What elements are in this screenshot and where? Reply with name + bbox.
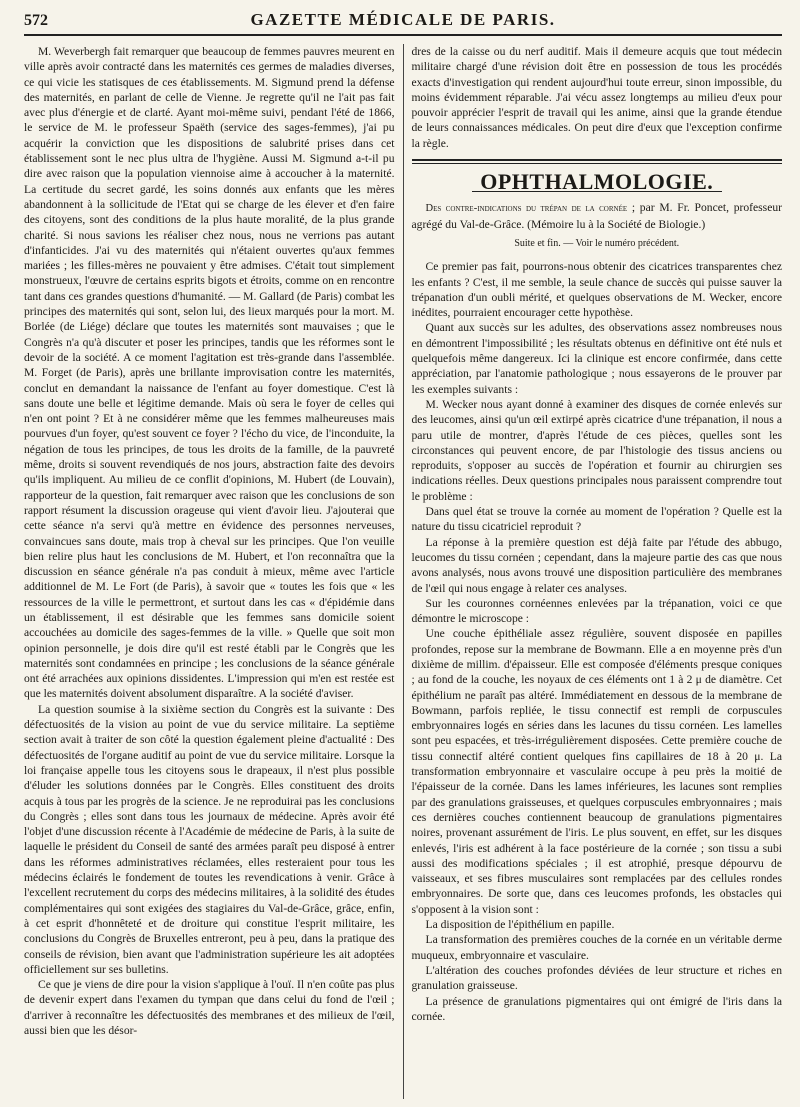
right-paragraph-3: M. Wecker nous ayant donné à examiner des disques de cornée enlevés sur des leucomes, ainsi qu'un œil extirpé après cicatrice d'une trépanation, il nous a paru utile de montrer, d'après l'étude de ces pièces, quelles sont les circonstances qui peuvent encore, de par l'histologie des tissus anciens ou reproduits, s'opposer au succès de l'opération et fournir au chirurgien ses indications réelles. Deux questions principales nous paraissent comprendre tout le problème : xyxy=(411,397,782,503)
page-number: 572 xyxy=(24,12,48,29)
article-title-main: Des contre-indications du trépan de la cornée xyxy=(425,203,628,215)
section-title: OPHTHALMOLOGIE. xyxy=(472,174,723,192)
left-paragraph-1: M. Weverbergh fait remarquer que beaucoup de femmes pauvres meurent en ville après avoir contracté dans les maternités ces germes de maladies diverses, ce qui vicie les statisques de ces établissements. M. Sigmund prend la défense des maternités, en parlant de celle de Vienne. Je regrette qu'il ne l'ait pas fait avec plus d'énergie et de clarté. Ayant moi-même suivi, pendant l'été de 1866, le service de M. le professeur Spaëth (service des sages-femmes), j'ai pu acquérir la conviction que les dispositions de salubrité prises dans cet établissement sont le nec plus ultra de l'hygiène. Aussi M. Sigmund a-t-il pu dire avec raison que la population viennoise aime à accoucher à la maternité. La certitude du secret gardé, les soins donnés aux enfants que les mères abandonnent à la sollicitude de l'Etat qui se charge de les élever et d'en faire des citoyens, sont des conditions de la plus haute moralité, de la plus grande charité. Si nous savions les réaliser chez nous, nous ne verrions pas autant d'infanticides. J'ai vu des maternités qui n'étaient ouvertes qu'aux femmes mariées ; les filles-mères ne pouvaient y être admises. C'était tout simplement monstrueux, l'œuvre de certains esprits bigots et étroits, comme on en rencontre tant dans ces grandes questions d'humanité. — M. Gallard (de Paris) combat les principes des maternités qui sont, selon lui, des lieux marqués pour la mort. M. Borlée (de Liége) déclare que toutes les maternités sont mauvaises ; que le Congrès n'a qu'à discuter et poser les principes, tandis que les réformes sont le devoir de la société. A ce moment l'agitation est très-grande dans l'assemblée. M. Forget (de Paris), après une brillante improvisation contre les maternités, conclut en demandant la naissance de l'enfant au foyer domestique. C'est là sans doute une belle et légitime demande. Mais où sera le foyer de celles qui n'en ont point ? Et à ne considérer même que les femmes malheureuses mais pourvues d'un foyer, qu'est souvent ce foyer ? l'écho du vice, de l'inconduite, la négation de tous les principes, de tous les droits de la famille, de la pauvreté même, droits si souvent revendiqués de nos jours, abstraction faite des devoirs qu'ils impliquent. Au milieu de ce conflit d'opinions, M. Hubert (de Louvain), rapporteur de la question, fait remarquer avec raison que les conclusions de son rapport résument la discussion orageuse qui vient d'avoir lieu. J'ajouterai que cette séance n'a servi qu'à mettre en évidence des personnes nerveuses, convaincues sans doute, mais trop à cheval sur les principes. Que l'on veuille bien relire plus haut les conclusions de M. Hubert, et l'on reconnaîtra que la discussion en séance générale n'a pas conduit à mieux, même avec l'article additionnel de M. Le Fort (de Paris), à savoir que « toutes les fois que « les ressources de la ville le permettront, et surtout dans les cas « d'épidémie dans un établissement, il est désirable que les femmes sans domicile soient accouchées au domicile des sages-femmes de la ville. » Quelle que soit mon opinion personnelle, je dois dire qu'il est resté établi par le Congrès que les maternités sont condamnées en principe ; les conclusions de la séance générale ont été arrachées aux opinions dissidentes. L'impression qui m'en est restée est que les maternités doivent absolument disparaître. A la société d'aviser. xyxy=(24,45,395,701)
right-paragraph-2: Quant aux succès sur les adultes, des observations assez nombreuses nous en démontrent l'impossibilité ; les résultats obtenus en définitive ont été nuls et quelquefois même dangereux. Ici la clinique est encore confirmée, dans cette appréciation, par l'anatomie pathologique ; nous essayerons de le prouver par les exemples suivants : xyxy=(411,321,782,396)
left-paragraph-3: Ce que je viens de dire pour la vision s'applique à l'ouï. Il n'en coûte pas plus de devenir expert dans l'examen du tympan que dans celui du fond de l'œil ; d'arriver à reconnaître les défectuosités des membranes et des milieux de l'œil, aussi bien que les désor- xyxy=(24,978,395,1037)
right-paragraph-5: La réponse à la première question est déjà faite par l'étude des abbugo, leucomes du tissu cornéen ; cependant, dans la majeure partie des cas que nous avons analysés, nous avons trouvé une disposition particulière des membranes de l'œil qui nous engage à relater ces analyses. xyxy=(411,535,782,595)
left-column xyxy=(24,44,403,1099)
continued-note: Suite et fin. — Voir le numéro précédent. xyxy=(514,237,680,249)
article-title xyxy=(412,200,783,232)
right-paragraph-1: Ce premier pas fait, pourrons-nous obtenir des cicatrices transparentes chez les enfants ? C'est, il me semble, la seule chance de succès qui puisse sauver la trépanation d'un oubli mérité, et quelques observations de M. Wecker, encore inédites, pourraient encourager cette hypothèse. xyxy=(411,260,782,320)
right-paragraph-7: Une couche épithéliale assez régulière, souvent disposée en papilles profondes, repose sur la membrane de Bowmann. Elle a en moyenne près d'un dixième de millim. d'épaisseur. Elle est composée d'éléments presque coniques ; au fond de la couche, les noyaux de ces éléments ont 1 à 2 μ de diamètre. Cet épithélium ne paraît pas altéré. Immédiatement en dessous de la membrane de Bowmann, parfois repliée, le tissu connectif est rempli de corpuscules embryonnaires logés en séries dans les lacunes du tissu cornéen. Les lamelles sont peu espacées, et très-irrégulièrement disposées. Cette première couche de tissu connectif altéré contient quelques fins capillaires de 18 à 20 μ. La transformation embryonnaire et vasculaire occupe à peu près la moitié de l'épaisseur de la cornée. Dans les lames inférieures, les lacunes sont remplies par des granulations graisseuses, et quelques corpuscules embryonnaires ; mais ces dernières couches contiennent beaucoup de granulations pigmentaires noires, provenant assurément de l'iris. Le plus souvent, en effet, sur les disques enlevés, l'iris est adhérent à la face postérieure de la cornée ; son tissu a subi aussi des modifications spéciales ; il est atrophié, presque dépourvu de vaisseaux, et ses fibres musculaires sont remplacées par des cellules rondes embryonnaires. De sorte que, dans ces leucomes profonds, les obstacles qui s'opposent à la vision sont : xyxy=(411,627,782,916)
right-paragraph-11: La présence de granulations pigmentaires qui ont émigré de l'iris dans la cornée. xyxy=(411,994,782,1023)
journal-title: GAZETTE MÉDICALE DE PARIS. xyxy=(250,10,556,29)
left-paragraph-2: La question soumise à la sixième section du Congrès est la suivante : Des défectuosités de la vision au point de vue du service militaire. La septième section avait à traiter de son côté la question également pleine d'actualité : Des défectuosités de l'organe auditif au point de vue du service militaire. Lorsque la loi française appelle tous les citoyens sous le drapeaux, il n'est plus possible d'éluder les solutions données par le Congrès. Elles constituent des droits acquis à tous par les progrès de la science. Je ne reproduirai pas les conclusions du Congrès ; elles sont dans tous les journaux de médecine. Après avoir été l'objet d'une discussion récente à l'Académie de médecine de Paris, à la suite de laquelle le président du Conseil de santé des armées paraît peu disposé à entrer dans les réformes administratives réclamées, elles resteraient pour tous les médecins éclairés le fondement de toutes les revendications à venir. Grâce à l'excellent recrutement du corps des médecins militaires, à la solidité des études complémentaires qui sont exigées des stagiaires du Val-de-Grâce, grâce, enfin, à cet esprit d'honnêteté et de droiture qui constitue l'esprit militaire, les conclusions du Congrès de Bruxelles entreront, peu à peu, dans la pratique des conseils de révision, bien avant que l'administration supérieure les ait adoptées officiellement sur ses bulletins. xyxy=(24,702,395,976)
right-paragraph-10: L'altération des couches profondes déviées de leur structure et riches en granulation graisseuse. xyxy=(411,963,782,993)
right-column xyxy=(403,44,783,1099)
continuation-paragraph: dres de la caisse ou du nerf auditif. Mais il demeure acquis que tout médecin militaire chargé d'une révision doit être en possession de tous les procédés exacts d'investigation qui rendent aujourd'hui toute erreur, sinon impossible, du moins évidemment réparable. J'ai vécu assez longtemps au milieu d'eux pour pouvoir apprécier l'esprit de travail qui les anime, ainsi que la grande étendue de leurs connaissances médicales. On peut dire d'eux que l'exception confirme la règle. xyxy=(411,45,782,150)
article-title-author: ; par M. Fr. Poncet, professeur agrégé du Val-de-Grâce. (Mémoire lu à la Société de Biologie.) xyxy=(411,201,782,231)
right-paragraph-4: Dans quel état se trouve la cornée au moment de l'opération ? Quelle est la nature du tissu cicatriciel reproduit ? xyxy=(411,505,782,534)
text-columns xyxy=(24,44,782,1099)
right-paragraph-9: La transformation des premières couches de la cornée en un véritable derme muqueux, embryonnaire et vasculaire. xyxy=(411,933,782,962)
section-divider xyxy=(412,159,783,164)
page-header xyxy=(24,10,782,36)
right-paragraph-8: La disposition de l'épithélium en papille. xyxy=(425,918,615,932)
right-paragraph-6: Sur les couronnes cornéennes enlevées par la trépanation, voici ce que démontre le microscope : xyxy=(411,596,782,626)
